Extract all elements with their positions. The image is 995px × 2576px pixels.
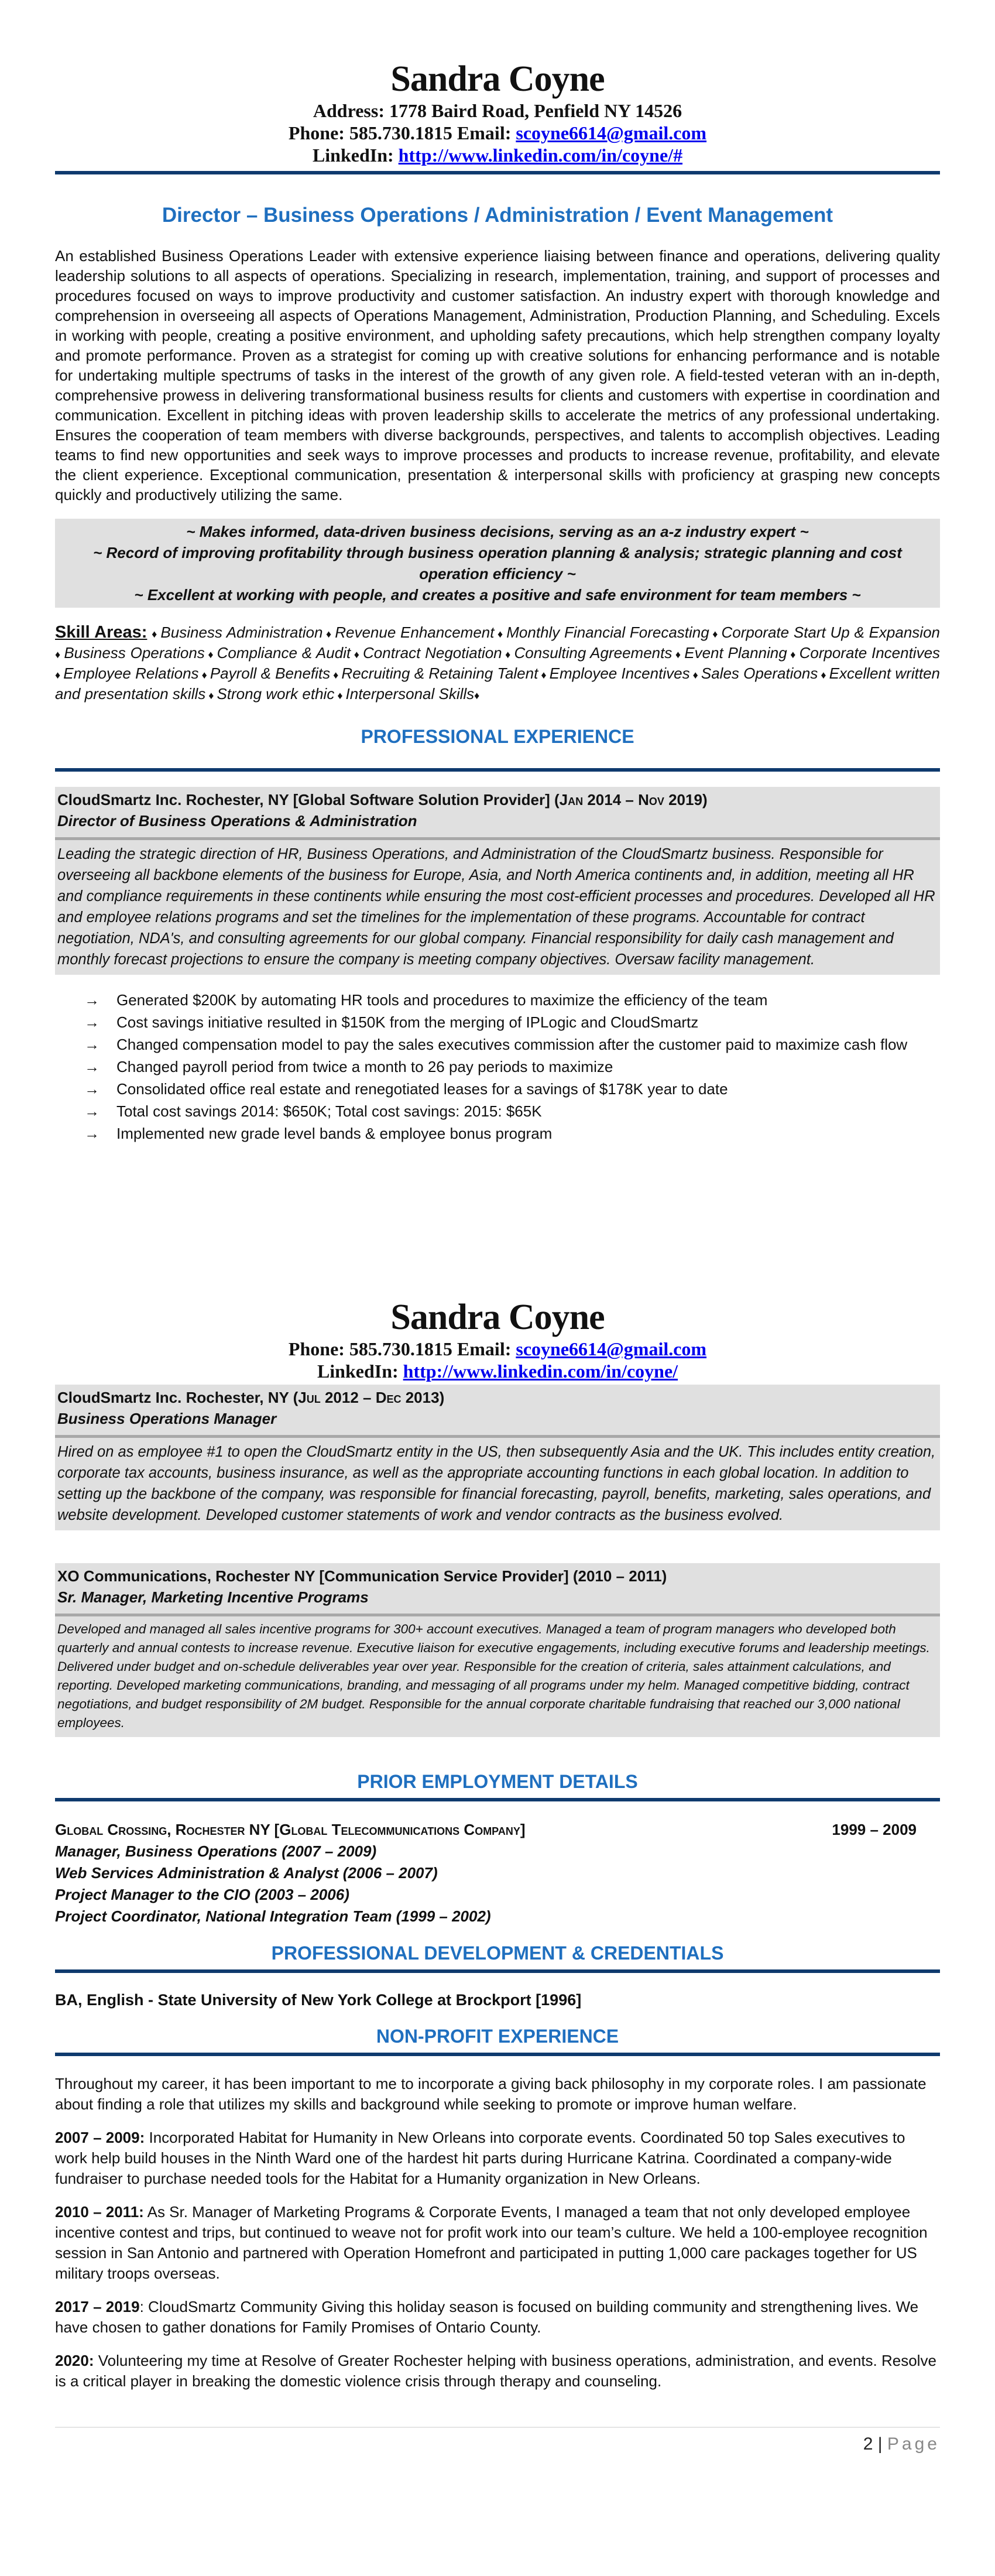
skill-item: Monthly Financial Forecasting — [506, 624, 709, 641]
skill-item: Employee Relations — [63, 664, 199, 682]
job-company: XO Communications, Rochester NY [Communication Service Provider] (2010 – 2011) — [57, 1567, 667, 1585]
diamond-bullet-icon: ♦ — [538, 669, 550, 681]
skill-item: Sales Operations — [701, 664, 818, 682]
diamond-bullet-icon: ♦ — [474, 690, 480, 701]
skill-item: Recruiting & Retaining Talent — [341, 664, 538, 682]
job-description: Leading the strategic direction of HR, Business Operations, and Administration of the CloudSmartz business. Responsible for overseeing all backbone elements of the business for Europe, Asia, and North America continents and, in addition, meeting all HR and compliance requirements in these continents while ensuring the most cost-efficient processes and procedures. Developed all HR and employee relations programs and set the timelines for the implementation of these programs. Accountable for contract negotiation, NDA's, and consulting agreements for our global company. Financial responsibility for daily cash management and monthly forecast projections to ensure the company is meeting company objectives. Oversaw facility management. — [57, 846, 935, 968]
entry-text: As Sr. Manager of Marketing Programs & Corporate Events, I managed a team that not only developed employee incentive contest and trips, but continued to weave not for profit work into our team’s culture. We held a 100-employee recognition session in San Antonio and partnered with Operation Homefront and participated in putting 1,000 care packages together for US military troops overseas. — [55, 2203, 928, 2282]
nonprofit-entry — [55, 2128, 940, 2189]
entry-text: : CloudSmartz Community Giving this holiday season is focused on building community and strengthening lives. We have chosen to gather donations for Family Promises of Ontario County. — [55, 2298, 919, 2336]
job-description: Developed and managed all sales incentive programs for 300+ account executives. Managed a team of program managers who developed both quarterly and annual contests to increase revenue. Executive liaison for executive engagements, including executive forums and leadership meetings. Delivered under budget and on-schedule deliverables year over year. Responsible for the creation of criteria, sales attainment calculations, and reporting. Developed marketing communications, branding, and messaging of all programs under my helm. Managed competitive bidding, contract negotiations, and budget responsibility of 2M budget. Responsible for the annual corporate charitable fundraising that reached our 3,000 national employees. — [57, 1622, 930, 1730]
achievement-item — [55, 1100, 940, 1122]
section-divider — [55, 1798, 940, 1801]
entry-text: Incorporated Habitat for Humanity in New Orleans into corporate events. Coordinated 50 top Sales executives to work help build houses in the Ninth Ward one of the hardest hit parts during Hurricane Katrina. Coordinated a company-wide fundraiser to purchase needed tools for the Habitat for a Humanity organization in New Orleans. — [55, 2129, 905, 2187]
highlight: ~ Record of improving profitability through business operation planning & analysis; strategic planning and cost operation efficiency ~ — [93, 544, 902, 583]
prior-role: Project Manager to the CIO (2003 – 2006) — [55, 1886, 349, 1903]
diamond-bullet-icon: ♦ — [494, 628, 507, 640]
highlight: ~ Makes informed, data-driven business decisions, serving as an a-z industry expert ~ — [186, 523, 809, 540]
skill-item: Strong work ethic — [217, 685, 335, 703]
job-title: Sr. Manager, Marketing Incentive Programs — [57, 1588, 369, 1606]
entry-years: 2007 – 2009: — [55, 2129, 145, 2146]
arrow-right-icon: → — [84, 1102, 100, 1120]
section-divider — [55, 2053, 940, 2056]
arrow-right-icon: → — [84, 1013, 100, 1031]
prior-years: 1999 – 2009 — [832, 1821, 917, 1838]
skill-item: Excellent written and presentation skills — [55, 664, 940, 703]
achievement-text: Implemented new grade level bands & employee bonus program — [116, 1125, 553, 1142]
summary: An established Business Operations Leader with extensive experience liaising between finance and operations, delivering quality leadership solutions to all aspects of operations. Specializing in research, implementation, training, and support of processes and procedures focused on ways to improve productivity and customer satisfaction. An industry expert with thorough knowledge and comprehension in overseeing all aspects of Operations Management, Administration, Production Planning, and Scheduling. Excels in working with people, creating a positive environment, and upholding safety precautions, which help strengthen company loyalty and promote performance. Proven as a strategist for coming up with creative solutions for enhancing performance and is notable for undertaking multiple spectrums of tasks in the interest of the growth of any given role. A field-tested veteran with an in-depth, comprehensive prowess in delivering transformational business results for clients and customers with expertise in coordination and communication. Excellent in pitching ideas with proven leadership skills to accelerate the metrics of any professional undertaking. Ensures the cooperation of team members with diverse backgrounds, perspectives, and talents to accomplish objectives. Leading teams to find new opportunities and seek ways to improve processes and products to increase revenue, profitability, and elevate the client experience. Exceptional communication, presentation & interpersonal skills with proficiency at grasping new concepts quickly and productively utilizing the same. — [55, 247, 940, 503]
skill-item: Interpersonal Skills — [345, 685, 475, 703]
linkedin-line — [55, 144, 940, 166]
diamond-bullet-icon: ♦ — [55, 649, 64, 660]
achievement-text: Changed payroll period from twice a month to 26 pay periods to maximize — [116, 1058, 613, 1075]
skill-list — [55, 624, 940, 703]
diamond-bullet-icon: ♦ — [787, 649, 800, 660]
diamond-bullet-icon: ♦ — [55, 669, 64, 681]
diamond-bullet-icon: ♦ — [689, 669, 701, 681]
page-number: 2 — [863, 2434, 873, 2454]
skill-item: Payroll & Benefits — [210, 664, 331, 682]
job-description: Hired on as employee #1 to open the CloudSmartz entity in the US, then subsequently Asia and the UK. This includes entity creation, corporate tax accounts, business insurance, as well as the appropriate accounting functions in each global location. In addition to setting up the backbone of the company, was responsible for financial forecasting, payroll, benefits, marketing, sales operations, and website development. Developed customer statements of work and vendor contracts as the business evolved. — [57, 1444, 936, 1523]
job-title: Business Operations Manager — [57, 1410, 277, 1427]
email-link[interactable]: scoyne6614@gmail.com — [516, 1338, 707, 1359]
headline: Director – Business Operations / Administration / Event Management — [162, 204, 833, 227]
nonprofit-entry — [55, 2202, 940, 2284]
education: BA, English - State University of New York College at Brockport [1996] — [55, 1991, 582, 2009]
section-professional-experience: PROFESSIONAL EXPERIENCE — [361, 726, 634, 747]
diamond-bullet-icon: ♦ — [322, 628, 335, 640]
diamond-bullet-icon: ♦ — [204, 649, 217, 660]
section-nonprofit: NON-PROFIT EXPERIENCE — [376, 2026, 619, 2047]
phone-email-line: Phone: 585.730.1815 Email: scoyne6614@gmail.com — [288, 1338, 707, 1359]
achievement-item — [55, 1122, 940, 1145]
achievement-item — [55, 1056, 940, 1078]
diamond-bullet-icon: ♦ — [334, 690, 346, 701]
linkedin-label: LinkedIn: — [312, 145, 399, 166]
skill-item: Business Operations — [64, 644, 205, 662]
diamond-bullet-icon: ♦ — [709, 628, 722, 640]
resume-header — [55, 59, 940, 166]
arrow-right-icon: → — [84, 991, 100, 1009]
achievement-text: Consolidated office real estate and renegotiated leases for a savings of $178K year to date — [116, 1080, 728, 1098]
skill-areas — [55, 623, 940, 705]
skill-item: Business Administration — [160, 624, 323, 641]
arrow-right-icon: → — [84, 1125, 100, 1142]
header-divider — [55, 171, 940, 174]
linkedin-link[interactable]: http://www.linkedin.com/in/coyne/# — [398, 145, 683, 166]
achievement-item — [55, 1078, 940, 1100]
phone-label: Phone: 585.730.1815 Email: — [288, 122, 516, 143]
arrow-right-icon: → — [84, 1036, 100, 1053]
job-header — [55, 787, 940, 840]
page-label: Page — [887, 2434, 940, 2454]
prior-role: Project Coordinator, National Integration Team (1999 – 2002) — [55, 1907, 491, 1925]
skill-areas-label: Skill Areas: — [55, 623, 147, 642]
entry-years: 2020: — [55, 2352, 94, 2369]
diamond-bullet-icon: ♦ — [330, 669, 342, 681]
address: Address: 1778 Baird Road, Penfield NY 14526 — [313, 100, 682, 121]
phone-email-line — [55, 122, 940, 144]
page2-header — [55, 1297, 940, 1382]
email-link[interactable]: scoyne6614@gmail.com — [516, 122, 707, 143]
diamond-bullet-icon: ♦ — [502, 649, 514, 660]
linkedin-line: LinkedIn: http://www.linkedin.com/in/coyne/ — [317, 1361, 678, 1382]
linkedin-link[interactable]: http://www.linkedin.com/in/coyne/ — [403, 1361, 678, 1382]
job-header — [55, 1563, 940, 1616]
highlights-box — [55, 519, 940, 608]
job-company: CloudSmartz Inc. Rochester, NY [Global Software Solution Provider] (Jan 2014 – Nov 2019) — [57, 791, 708, 809]
section-professional-development: PROFESSIONAL DEVELOPMENT & CREDENTIALS — [271, 1943, 724, 1964]
job-entry — [55, 1385, 940, 1530]
highlight: ~ Excellent at working with people, and creates a positive and safe environment for team members ~ — [134, 586, 861, 604]
skill-item: Consulting Agreements — [514, 644, 673, 662]
entry-text: Volunteering my time at Resolve of Greater Rochester helping with business operations, administration, and events. Resolve is a critical player in breaking the domestic violence crisis through therapy and counseling. — [55, 2352, 936, 2390]
job-company: CloudSmartz Inc. Rochester, NY (Jul 2012 – Dec 2013) — [57, 1389, 445, 1406]
diamond-bullet-icon: ♦ — [152, 628, 161, 640]
candidate-name: Sandra Coyne — [390, 1297, 605, 1337]
section-prior-employment: PRIOR EMPLOYMENT DETAILS — [357, 1771, 638, 1792]
skill-item: Corporate Start Up & Expansion — [721, 624, 940, 641]
nonprofit-intro: Throughout my career, it has been important to me to incorporate a giving back philosophy in my corporate roles. I am passionate about finding a role that utilizes my skills and background while seeking to promote or improve human welfare. — [55, 2075, 927, 2113]
section-divider — [55, 1969, 940, 1973]
achievement-text: Total cost savings 2014: $650K; Total cost savings: 2015: $65K — [116, 1102, 542, 1120]
prior-role: Manager, Business Operations (2007 – 2009) — [55, 1842, 377, 1860]
skill-item: Event Planning — [684, 644, 787, 662]
job-entry — [55, 787, 940, 975]
footer-divider — [55, 2427, 940, 2428]
job-entry — [55, 1563, 940, 1737]
diamond-bullet-icon: ♦ — [198, 669, 210, 681]
diamond-bullet-icon: ♦ — [351, 649, 363, 660]
prior-employment — [55, 1819, 940, 1927]
achievement-item — [55, 1033, 940, 1056]
job-title: Director of Business Operations & Administration — [57, 812, 417, 830]
job-dates: Jan 2014 – Nov 2019 — [559, 791, 702, 809]
skill-item: Employee Incentives — [549, 664, 690, 682]
entry-years: 2010 – 2011: — [55, 2203, 144, 2221]
achievement-text: Generated $200K by automating HR tools and procedures to maximize the efficiency of the team — [116, 991, 768, 1009]
achievement-list — [55, 989, 940, 1145]
prior-company: Global Crossing, Rochester NY [Global Telecommunications Company] — [55, 1821, 526, 1838]
candidate-name: Sandra Coyne — [390, 59, 605, 99]
skill-item: Contract Negotiation — [363, 644, 502, 662]
section-divider — [55, 768, 940, 772]
prior-role: Web Services Administration & Analyst (2006 – 2007) — [55, 1864, 438, 1882]
nonprofit-entry — [55, 2297, 940, 2338]
page-footer: 2 | Page — [863, 2434, 940, 2454]
nonprofit-entry — [55, 2351, 940, 2392]
job-header — [55, 1385, 940, 1438]
skill-item: Revenue Enhancement — [335, 624, 495, 641]
achievement-text: Changed compensation model to pay the sales executives commission after the customer paid to maximize cash flow — [116, 1036, 908, 1053]
nonprofit-experience — [55, 2074, 940, 2392]
arrow-right-icon: → — [84, 1080, 100, 1098]
achievement-text: Cost savings initiative resulted in $150K from the merging of IPLogic and CloudSmartz — [116, 1013, 699, 1031]
diamond-bullet-icon: ♦ — [205, 690, 217, 701]
entry-years: 2017 – 2019 — [55, 2298, 140, 2315]
arrow-right-icon: → — [84, 1058, 100, 1075]
diamond-bullet-icon: ♦ — [672, 649, 685, 660]
achievement-item — [55, 989, 940, 1011]
skill-item: Corporate Incentives — [799, 644, 941, 662]
job-dates: Jul 2012 – Dec 2013 — [298, 1389, 440, 1406]
diamond-bullet-icon: ♦ — [818, 669, 829, 681]
achievement-item — [55, 1011, 940, 1033]
skill-item: Compliance & Audit — [217, 644, 351, 662]
